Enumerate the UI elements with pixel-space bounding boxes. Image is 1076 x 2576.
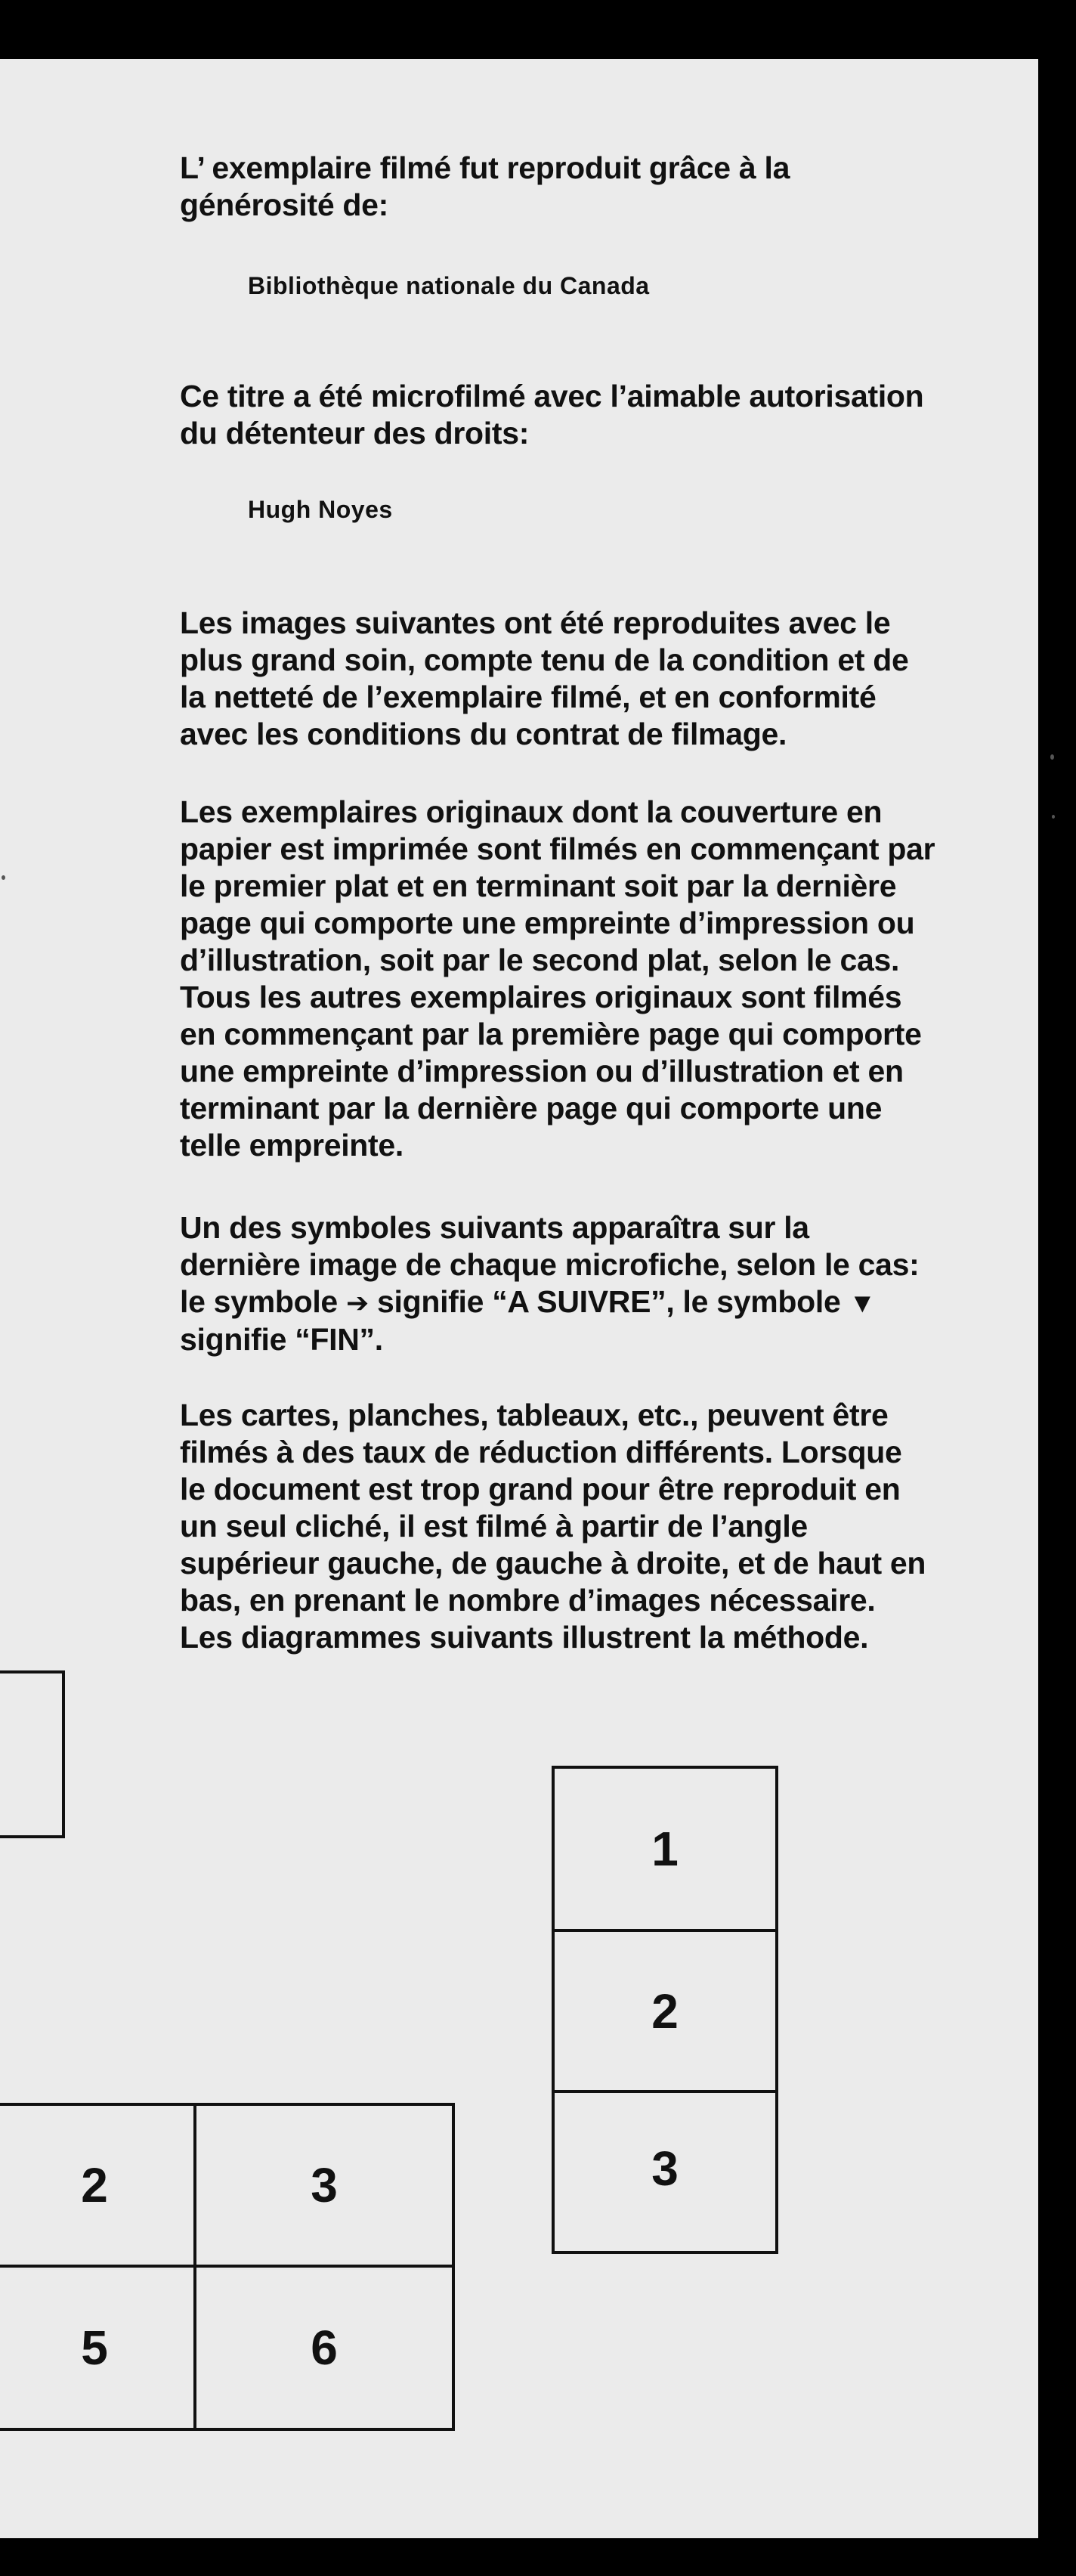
column-cell-2: 2 — [651, 1983, 679, 2039]
paragraph-images-text: Les images suivantes ont été reproduites avec le plus grand soin, compte tenu de la condition et de la netteté de l’exemplaire filmé, et en conformité avec les conditions du contrat de filmage. — [180, 605, 909, 751]
paragraph-maps-text: Les cartes, planches, tableaux, etc., peuvent être filmés à des taux de réduction différents. Lorsque le document est trop grand pour être reproduit en un seul cliché, il est filmé à partir de l’angle supérieur gauche, de gauche à droite, et de haut en bas, en prenant le nombre d’images nécessaire. Les diagrammes suivants illustrent la méthode. — [180, 1398, 926, 1655]
grid-cell-2: 2 — [81, 2158, 108, 2212]
diagram-single-frame — [0, 1670, 65, 1838]
credit-intro-text: L’ exemplaire filmé fut reproduit grâce à la générosité de: — [180, 150, 790, 222]
symbols-text-a: Un des symboles suivants apparaîtra sur la dernière image de chaque microfiche, selon le cas: le symbole — [180, 1210, 920, 1319]
credit-intro — [180, 150, 935, 224]
diagram-column — [552, 1766, 778, 2254]
symbols-text-c: signifie “FIN”. — [180, 1322, 383, 1357]
paragraph-originals-text: Les exemplaires originaux dont la couverture en papier est imprimée sont filmés en commençant par le premier plat et en terminant soit par la dernière page qui comporte une empreinte d’impression ou d’illustration, soit par le second plat, selon le cas. Tous les autres exemplaires originaux sont filmés en commençant par la première page qui comporte une empreinte d’impression ou d’illustration et en terminant par la dernière page qui comporte une telle empreinte. — [180, 794, 935, 1163]
grid-cell-3: 3 — [311, 2158, 338, 2212]
diagram-grid — [0, 2103, 455, 2431]
rights-holder-name: Hugh Noyes — [248, 496, 393, 523]
rights-intro — [180, 378, 935, 452]
triangle-down-icon: ▼ — [849, 1287, 876, 1318]
paragraph-symbols — [180, 1209, 935, 1358]
paragraph-images — [180, 605, 935, 753]
document-page — [0, 59, 1038, 2538]
paragraph-symbols-text — [180, 1209, 935, 1358]
institution-name: Bibliothèque nationale du Canada — [248, 272, 650, 299]
dust-speck — [2, 875, 5, 880]
rights-intro-text: Ce titre a été microfilmé avec l’aimable autorisation du détenteur des droits: — [180, 379, 924, 450]
grid-cell-6: 6 — [311, 2321, 338, 2375]
grid-cell-5: 5 — [81, 2321, 108, 2375]
column-cell-3: 3 — [651, 2141, 679, 2196]
dust-speck — [1050, 754, 1054, 760]
column-cell-1: 1 — [651, 1822, 679, 1876]
symbols-text-b: signifie “A SUIVRE”, le symbole — [377, 1284, 841, 1319]
arrow-icon: ➔ — [346, 1287, 369, 1318]
dust-speck — [1052, 815, 1055, 819]
paragraph-maps — [180, 1397, 935, 1656]
paragraph-originals — [180, 794, 935, 1164]
